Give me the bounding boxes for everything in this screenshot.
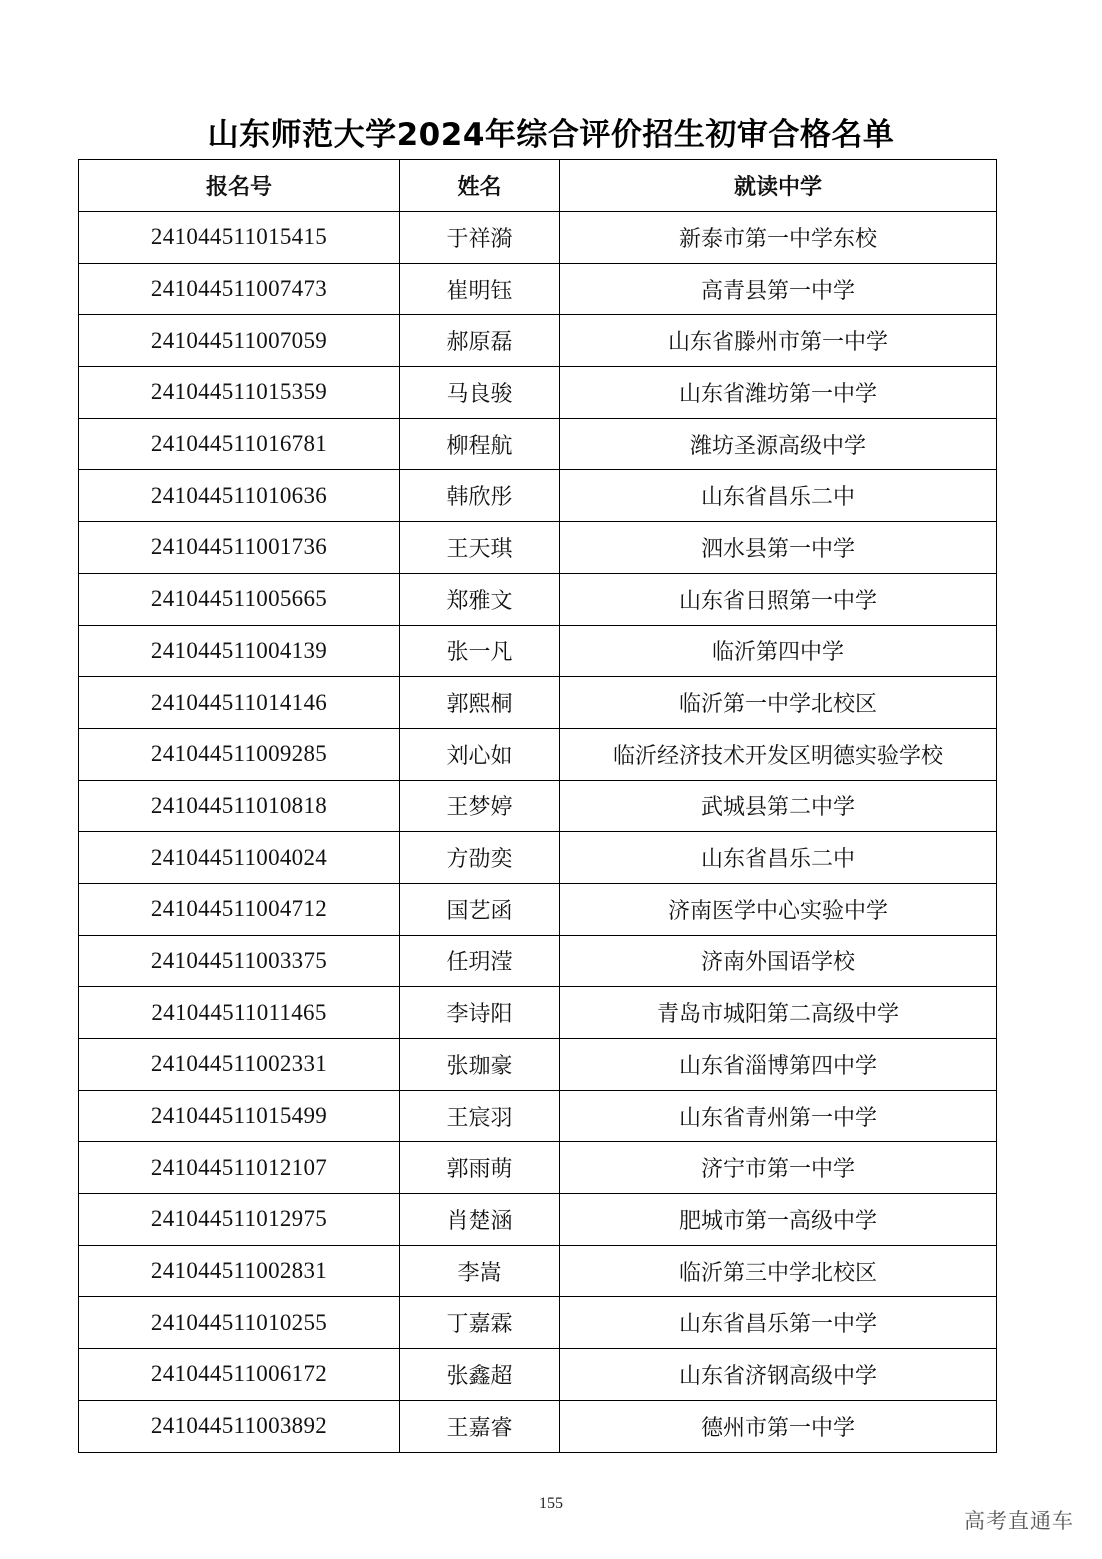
school-cell: 山东省昌乐第一中学 bbox=[560, 1297, 997, 1349]
registration-number-cell: 241044511009285 bbox=[79, 728, 400, 780]
school-cell: 山东省淄博第四中学 bbox=[560, 1039, 997, 1091]
student-name-cell: 王梦婷 bbox=[400, 780, 560, 832]
table-row bbox=[79, 470, 997, 522]
registration-number-cell: 241044511002831 bbox=[79, 1245, 400, 1297]
school-cell: 青岛市城阳第二高级中学 bbox=[560, 987, 997, 1039]
registration-number-cell: 241044511007059 bbox=[79, 315, 400, 367]
column-header-school: 就读中学 bbox=[560, 160, 997, 212]
table-row bbox=[79, 1090, 997, 1142]
table-row bbox=[79, 263, 997, 315]
student-name-cell: 郑雅文 bbox=[400, 573, 560, 625]
table-row bbox=[79, 935, 997, 987]
school-cell: 山东省青州第一中学 bbox=[560, 1090, 997, 1142]
school-cell: 山东省潍坊第一中学 bbox=[560, 367, 997, 419]
registration-number-cell: 241044511002331 bbox=[79, 1039, 400, 1091]
school-cell: 山东省日照第一中学 bbox=[560, 573, 997, 625]
student-name-cell: 任玥滢 bbox=[400, 935, 560, 987]
registration-number-cell: 241044511004024 bbox=[79, 832, 400, 884]
registration-number-cell: 241044511003892 bbox=[79, 1400, 400, 1452]
admission-list-table bbox=[78, 159, 997, 1453]
school-cell: 新泰市第一中学东校 bbox=[560, 212, 997, 264]
table-row bbox=[79, 625, 997, 677]
school-cell: 济南外国语学校 bbox=[560, 935, 997, 987]
student-name-cell: 李诗阳 bbox=[400, 987, 560, 1039]
student-name-cell: 韩欣彤 bbox=[400, 470, 560, 522]
school-cell: 济宁市第一中学 bbox=[560, 1142, 997, 1194]
registration-number-cell: 241044511004712 bbox=[79, 883, 400, 935]
table-row bbox=[79, 573, 997, 625]
table-row bbox=[79, 987, 997, 1039]
column-header-name: 姓名 bbox=[400, 160, 560, 212]
student-name-cell: 马良骏 bbox=[400, 367, 560, 419]
table-row bbox=[79, 315, 997, 367]
student-name-cell: 王嘉睿 bbox=[400, 1400, 560, 1452]
registration-number-cell: 241044511010818 bbox=[79, 780, 400, 832]
school-cell: 济南医学中心实验中学 bbox=[560, 883, 997, 935]
table-row bbox=[79, 212, 997, 264]
school-cell: 山东省昌乐二中 bbox=[560, 470, 997, 522]
student-name-cell: 张一凡 bbox=[400, 625, 560, 677]
student-name-cell: 丁嘉霖 bbox=[400, 1297, 560, 1349]
registration-number-cell: 241044511016781 bbox=[79, 418, 400, 470]
school-cell: 临沂经济技术开发区明德实验学校 bbox=[560, 728, 997, 780]
student-name-cell: 方劭奕 bbox=[400, 832, 560, 884]
registration-number-cell: 241044511004139 bbox=[79, 625, 400, 677]
registration-number-cell: 241044511014146 bbox=[79, 677, 400, 729]
table-row bbox=[79, 1194, 997, 1246]
student-name-cell: 肖楚涵 bbox=[400, 1194, 560, 1246]
table-row bbox=[79, 1039, 997, 1091]
registration-number-cell: 241044511010255 bbox=[79, 1297, 400, 1349]
school-cell: 德州市第一中学 bbox=[560, 1400, 997, 1452]
registration-number-cell: 241044511006172 bbox=[79, 1349, 400, 1401]
table-row bbox=[79, 780, 997, 832]
student-name-cell: 王天琪 bbox=[400, 522, 560, 574]
student-name-cell: 郝原磊 bbox=[400, 315, 560, 367]
school-cell: 临沂第一中学北校区 bbox=[560, 677, 997, 729]
table-header-row bbox=[79, 160, 997, 212]
table-row bbox=[79, 1142, 997, 1194]
column-header-registration-number: 报名号 bbox=[79, 160, 400, 212]
student-name-cell: 郭熙桐 bbox=[400, 677, 560, 729]
table-row bbox=[79, 1297, 997, 1349]
school-cell: 山东省滕州市第一中学 bbox=[560, 315, 997, 367]
document-title: 山东师范大学2024年综合评价招生初审合格名单 bbox=[207, 117, 895, 153]
registration-number-cell: 241044511003375 bbox=[79, 935, 400, 987]
student-name-cell: 张珈豪 bbox=[400, 1039, 560, 1091]
student-name-cell: 柳程航 bbox=[400, 418, 560, 470]
table-row bbox=[79, 832, 997, 884]
registration-number-cell: 241044511015415 bbox=[79, 212, 400, 264]
table-row bbox=[79, 1349, 997, 1401]
school-cell: 潍坊圣源高级中学 bbox=[560, 418, 997, 470]
school-cell: 肥城市第一高级中学 bbox=[560, 1194, 997, 1246]
school-cell: 临沂第四中学 bbox=[560, 625, 997, 677]
student-name-cell: 崔明钰 bbox=[400, 263, 560, 315]
school-cell: 泗水县第一中学 bbox=[560, 522, 997, 574]
student-name-cell: 于祥漪 bbox=[400, 212, 560, 264]
registration-number-cell: 241044511001736 bbox=[79, 522, 400, 574]
school-cell: 山东省济钢高级中学 bbox=[560, 1349, 997, 1401]
table-row bbox=[79, 1400, 997, 1452]
school-cell: 高青县第一中学 bbox=[560, 263, 997, 315]
table-row bbox=[79, 677, 997, 729]
table-row bbox=[79, 522, 997, 574]
registration-number-cell: 241044511007473 bbox=[79, 263, 400, 315]
table-row bbox=[79, 883, 997, 935]
table-row bbox=[79, 418, 997, 470]
student-name-cell: 王宸羽 bbox=[400, 1090, 560, 1142]
student-name-cell: 郭雨萌 bbox=[400, 1142, 560, 1194]
watermark-text: 高考直通车 bbox=[964, 1509, 1074, 1533]
student-name-cell: 刘心如 bbox=[400, 728, 560, 780]
table-row bbox=[79, 367, 997, 419]
student-name-cell: 李嵩 bbox=[400, 1245, 560, 1297]
registration-number-cell: 241044511015359 bbox=[79, 367, 400, 419]
school-cell: 武城县第二中学 bbox=[560, 780, 997, 832]
registration-number-cell: 241044511005665 bbox=[79, 573, 400, 625]
student-name-cell: 国艺函 bbox=[400, 883, 560, 935]
registration-number-cell: 241044511012107 bbox=[79, 1142, 400, 1194]
table-row bbox=[79, 728, 997, 780]
school-cell: 临沂第三中学北校区 bbox=[560, 1245, 997, 1297]
page-number: 155 bbox=[539, 1495, 563, 1512]
registration-number-cell: 241044511010636 bbox=[79, 470, 400, 522]
student-name-cell: 张鑫超 bbox=[400, 1349, 560, 1401]
table-row bbox=[79, 1245, 997, 1297]
registration-number-cell: 241044511012975 bbox=[79, 1194, 400, 1246]
school-cell: 山东省昌乐二中 bbox=[560, 832, 997, 884]
registration-number-cell: 241044511011465 bbox=[79, 987, 400, 1039]
registration-number-cell: 241044511015499 bbox=[79, 1090, 400, 1142]
